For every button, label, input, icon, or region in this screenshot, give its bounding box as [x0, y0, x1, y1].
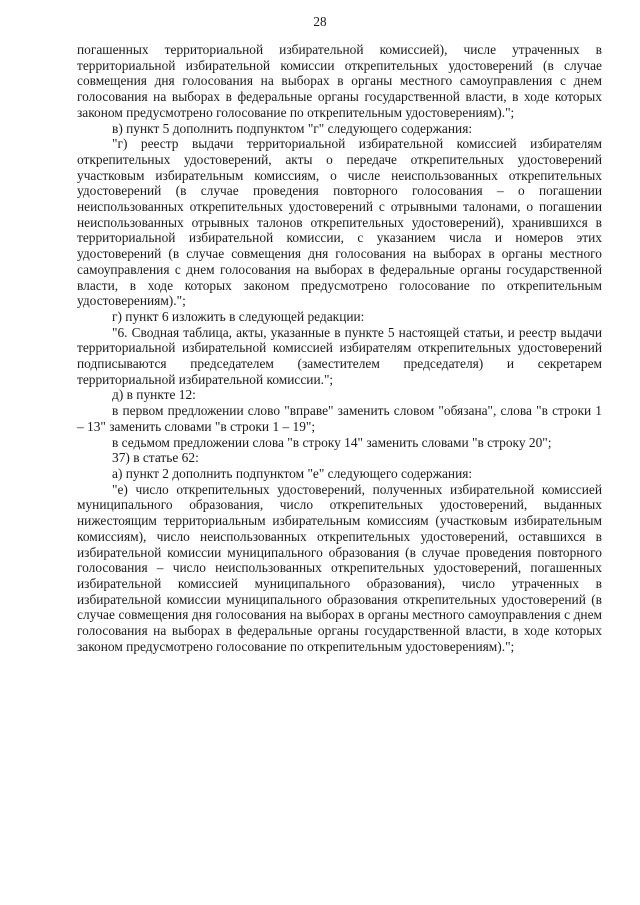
paragraph-item-a: а) пункт 2 дополнить подпунктом "е" следующего содержания:	[112, 465, 473, 481]
document-body	[77, 42, 602, 654]
paragraph-article-62: 37) в статье 62:	[112, 450, 199, 466]
paragraph-subitem-g: "г) реестр выдачи территориальной избирательной комиссией избирателям открепительных удостоверений, акты о передаче открепительных удостоверений участковым избирательным комиссиям, о числе неиспользованных открепительных удостоверений (в случае проведения повторного голосования – о погашении неиспользованных открепительных удостоверений с отрывными талонами, о погашении неиспользованных отрывных талонов открепительных удостоверений), хранившихся в территориальной избирательной комиссии, с указанием числа и номеров этих удостоверений (в случае совмещения дня голосования на выборах в органы местного самоуправления с днем голосования на выборах в федеральные органы государственной власти, в ходе которых законом предусмотрено голосование по открепительным удостоверениям).";	[77, 136, 602, 309]
paragraph-continuation: погашенных территориальной избирательной комиссией), числе утраченных в территориальной избирательной комиссии открепительных удостоверений (в случае совмещения дня голосования на выборах в органы местного самоуправления с днем голосования на выборах в федеральные органы государственной власти, в ходе которых законом предусмотрено голосование по открепительным удостоверениям).";	[77, 42, 602, 120]
paragraph-subitem-e: "е) число открепительных удостоверений, полученных избирательной комиссией муниципального образования, число открепительных удостоверений, выданных нижестоящим территориальным избирательным комиссиям (участковым избирательным комиссиям), число неиспользованных открепительных удостоверений, оставшихся в избирательной комиссии муниципального образования (в случае проведения повторного голосования – число неиспользованных открепительных удостоверений, погашенных избирательной комиссией муниципального образования), число утраченных в избирательной комиссии муниципального образования открепительных удостоверений (в случае совмещения дня голосования на выборах в органы местного самоуправления с днем голосования на выборах в федеральные органы государственной власти, в ходе которых законом предусмотрено голосование по открепительным удостоверениям).";	[77, 481, 602, 654]
paragraph-point-6: "6. Сводная таблица, акты, указанные в пункте 5 настоящей статьи, и реестр выдачи территориальной избирательной комиссией избирателям открепительных удостоверений подписываются председателем (заместителем председателя) и секретарем территориальной избирательной комиссии.";	[77, 324, 602, 387]
paragraph-seventh-sentence: в седьмом предложении слова "в строку 14" заменить словами "в строку 20";	[112, 434, 552, 450]
paragraph-first-sentence: в первом предложении слово "вправе" заменить словом "обязана", слова "в строки 1 – 13" заменить словами "в строки 1 – 19";	[77, 403, 602, 434]
paragraph-item-g: г) пункт 6 изложить в следующей редакции:	[112, 308, 365, 324]
paragraph-item-v: в) пункт 5 дополнить подпунктом "г" следующего содержания:	[112, 120, 473, 136]
page-number: 28	[313, 14, 327, 29]
paragraph-item-d: д) в пункте 12:	[112, 387, 196, 403]
